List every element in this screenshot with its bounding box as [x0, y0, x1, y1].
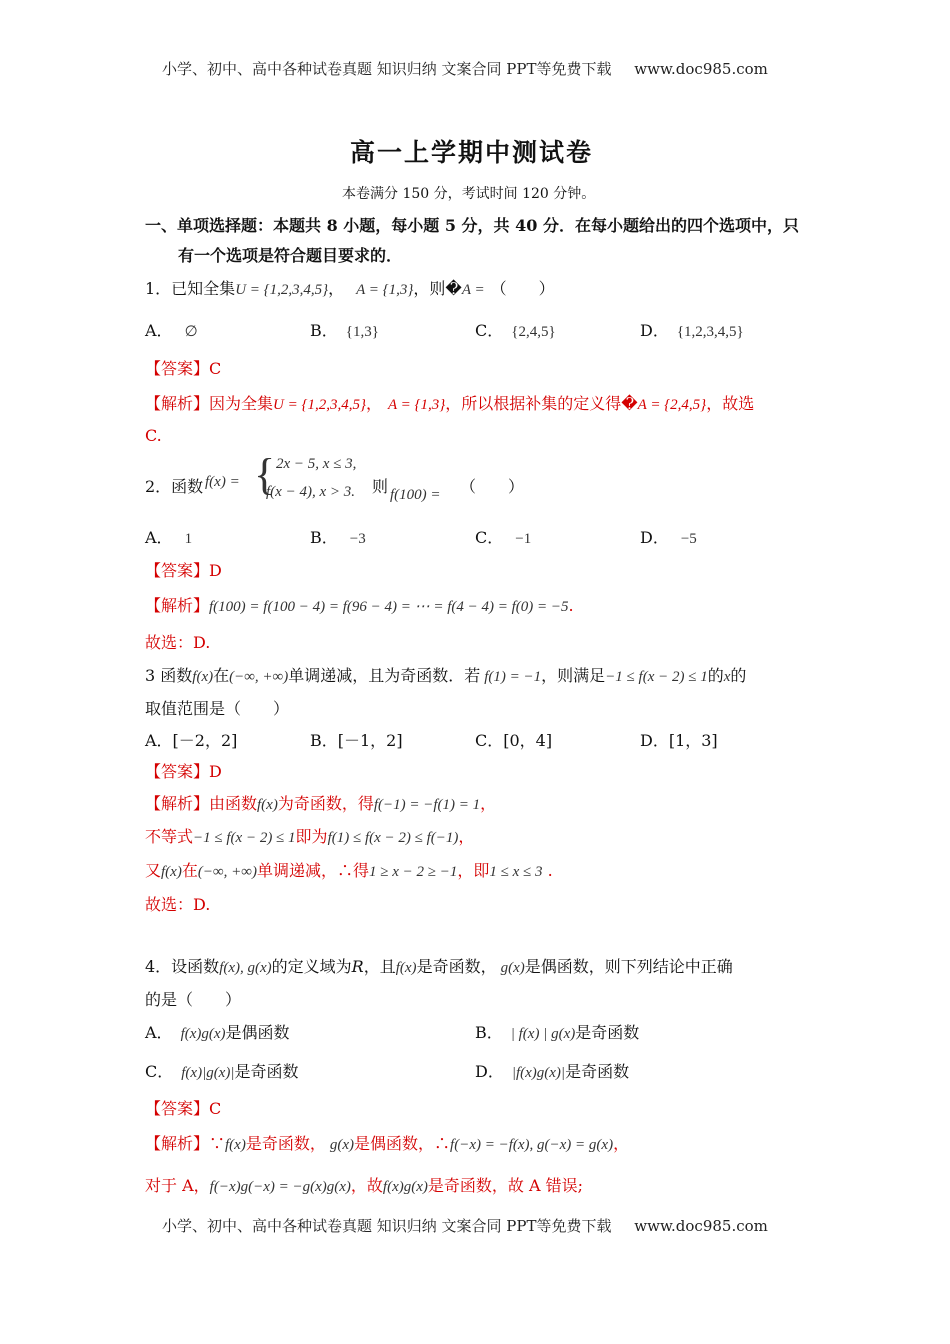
exam-info: 本卷满分 150 分，考试时间 120 分钟。	[342, 186, 596, 202]
q4-option-c: C． f(x)|g(x)|是奇函数	[145, 1062, 299, 1081]
q1-option-b: B． {1,3}	[310, 321, 379, 340]
f-100: f(100) =	[390, 487, 441, 503]
footer-banner	[162, 1215, 768, 1236]
q4-option-d: D． |f(x)g(x)|是奇函数	[475, 1062, 630, 1081]
q3-solution-line3: 又f(x)在(−∞, +∞)单调递减，∴得1 ≥ x − 2 ≥ −1，即1 ≤ x ≤ 3 .	[145, 861, 553, 880]
q2-then: 则	[372, 477, 389, 496]
set-u: U = {1,2,3,4,5}	[235, 282, 329, 298]
q1-answer: 【答案】C	[145, 359, 222, 378]
q4-option-a: A． f(x)g(x)是偶函数	[145, 1023, 290, 1042]
header-text: 小学、初中、高中各种试卷真题 知识归纳 文案合同 PPT等免费下载	[162, 60, 612, 78]
q4-option-b: B． | f(x) | g(x)是奇函数	[475, 1023, 640, 1042]
page-title: 高一上学期中测试卷	[350, 138, 594, 167]
q4-solution-line1: 【解析】∵f(x)是奇函数， g(x)是偶函数，∴f(−x) = −f(x), g(−x) = g(x)，	[145, 1134, 630, 1153]
q2-option-b: B． −3	[310, 528, 366, 547]
question-1-stem: 1．已知全集U = {1,2,3,4,5}， A = {1,3}，则�A = （ ）	[145, 279, 555, 298]
q4-answer: 【答案】C	[145, 1099, 222, 1118]
section-heading-line1: 一、单项选择题：本题共 8 小题，每小题 5 分，共 40 分．在每小题给出的四个选项中，只	[145, 216, 799, 235]
question-2-label: 2．函数	[145, 477, 204, 496]
header-url: www.doc985.com	[634, 60, 768, 78]
section-heading-line2: 有一个选项是符合题目要求的．	[178, 246, 403, 265]
q3-solution-line2: 不等式−1 ≤ f(x − 2) ≤ 1即为f(1) ≤ f(x − 2) ≤ f(−1)，	[145, 827, 475, 846]
q1-solution-line2: C.	[145, 426, 162, 445]
q4-solution-line2: 对于 A，f(−x)g(−x) = −g(x)g(x)，故f(x)g(x)是奇函数，故 A 错误;	[145, 1176, 584, 1195]
q3-solution-line1: 【解析】由函数f(x)为奇函数，得f(−1) = −f(1) = 1，	[145, 794, 497, 813]
q3-option-b: B．[－1，2]	[310, 731, 403, 750]
piecewise-case-1: 2x − 5, x ≤ 3,	[276, 456, 357, 472]
q2-option-c: C． −1	[475, 528, 532, 547]
q4-line2: 的是（ ）	[145, 990, 242, 1009]
q3-line2: 取值范围是（ ）	[145, 699, 290, 718]
question-4-stem: 4．设函数f(x), g(x)的定义域为R，且f(x)是奇函数， g(x)是偶函数，则下列结论中正确	[145, 957, 733, 976]
q1-option-c: C． {2,4,5}	[475, 321, 556, 340]
piecewise-brace: {	[254, 450, 276, 499]
q1-option-a: A． ∅	[145, 321, 198, 340]
piecewise-case-2: f(x − 4), x > 3.	[266, 484, 355, 500]
q2-option-d: D． −5	[640, 528, 697, 547]
q2-answer: 【答案】D	[145, 561, 222, 580]
question-3-stem: 3 函数f(x)在(−∞, +∞)单调递减，且为奇函数．若 f(1) = −1，则满足−1 ≤ f(x − 2) ≤ 1的x的	[145, 666, 747, 685]
q2-option-a: A． 1	[145, 528, 193, 547]
q2-solution: 【解析】f(100) = f(100 − 4) = f(96 − 4) = ⋯ = f(4 − 4) = f(0) = −5.	[145, 596, 574, 615]
footer-url: www.doc985.com	[634, 1217, 768, 1235]
q1-option-d: D． {1,2,3,4,5}	[640, 321, 744, 340]
q3-conclusion: 故选：D.	[145, 895, 211, 914]
q3-option-a: A．[－2，2]	[145, 731, 238, 750]
function-f: f(x) =	[205, 474, 240, 490]
q1-solution-line1: 【解析】因为全集U = {1,2,3,4,5}， A = {1,3}，所以根据补集的定义得�A = {2,4,5}，故选	[145, 394, 755, 413]
q2-paren: （ ）	[460, 477, 525, 496]
q2-conclusion: 故选：D.	[145, 633, 211, 652]
q3-answer: 【答案】D	[145, 762, 222, 781]
footer-text: 小学、初中、高中各种试卷真题 知识归纳 文案合同 PPT等免费下载	[162, 1217, 612, 1235]
q3-option-d: D．[1，3]	[640, 731, 718, 750]
header-banner	[162, 58, 768, 79]
q3-option-c: C．[0，4]	[475, 731, 553, 750]
set-a: A = {1,3}	[356, 282, 414, 298]
